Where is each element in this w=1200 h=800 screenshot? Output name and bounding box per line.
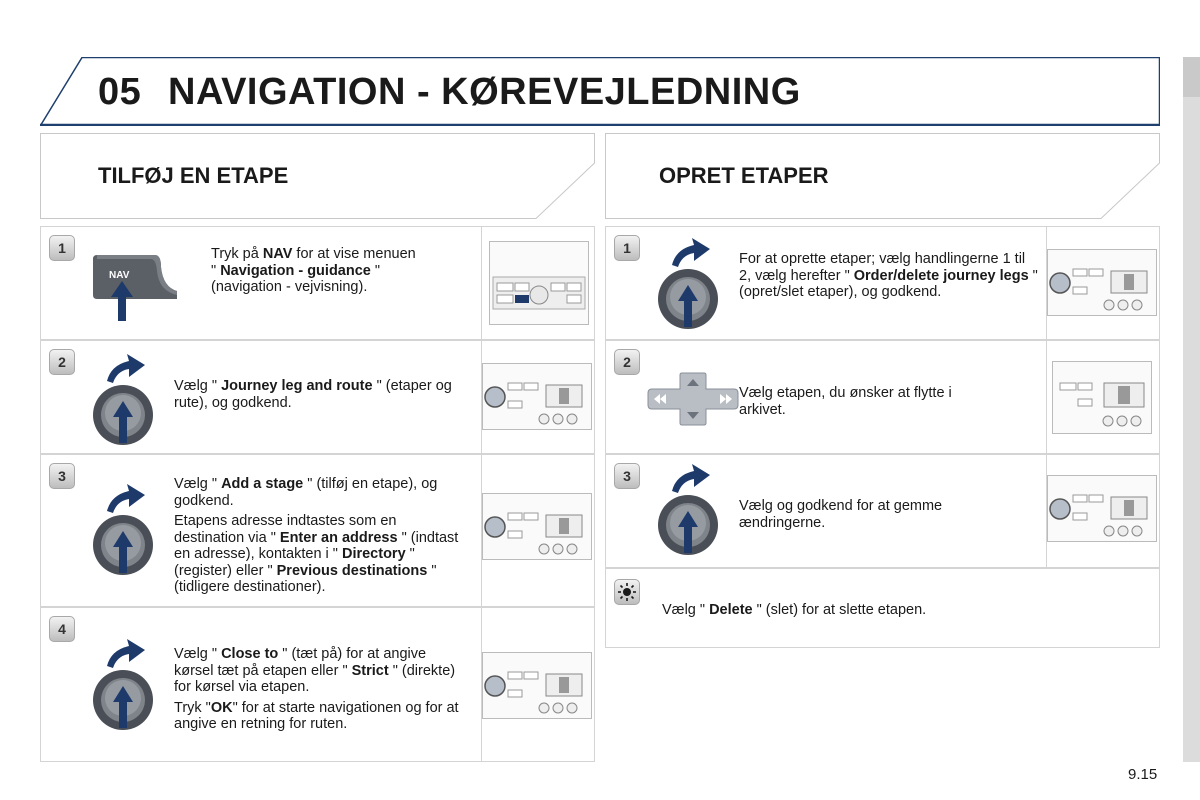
radio-panel-illustration — [482, 493, 592, 568]
step-row-2 — [40, 340, 595, 454]
step-number-badge: 4 — [49, 616, 75, 642]
directional-pad-icon — [646, 371, 740, 432]
tip-row — [605, 568, 1160, 648]
chapter-header — [40, 57, 1160, 126]
step-instruction: Vælg " Close to " (tæt på) for at angive kørsel tæt på etapen eller " Strict " (direkte) for kørsel via etapen. Tryk "OK" for at starte navigationen og for at angive en retning for ruten. — [174, 646, 459, 732]
page-edge-bar — [1183, 57, 1200, 762]
step-row-3 — [605, 454, 1160, 568]
step-number-badge: 1 — [614, 235, 640, 261]
step-row-3 — [40, 454, 595, 607]
step-number-badge: 2 — [614, 349, 640, 375]
rotary-knob-icon — [654, 461, 726, 562]
step-instruction: Vælg etapen, du ønsker at flytte i arkivet. — [739, 385, 952, 418]
radio-panel-illustration — [1052, 361, 1152, 442]
step-instruction: Vælg " Add a stage " (tilføj en etape), og godkend. Etapens adresse indtastes som en destination via " Enter an address " (indtast en adresse), kontakten i " Directory " (register) eller " Previous destinations " (tidligere destinationer). — [174, 476, 459, 595]
step-number-badge: 3 — [49, 463, 75, 489]
step-instruction: For at oprette etaper; vælg handlingerne 1 til 2, vælg herefter " Order/delete journey legs " (opret/slet etaper), og godkend. — [739, 251, 1038, 300]
tip-icon — [614, 579, 640, 605]
nav-button-icon — [91, 251, 181, 328]
rotary-knob-icon — [654, 235, 726, 336]
page-number: 9.15 — [1128, 766, 1158, 783]
radio-panel-illustration — [482, 363, 592, 438]
step-row-2 — [605, 340, 1160, 454]
step-row-1 — [605, 226, 1160, 340]
step-instruction: Vælg " Journey leg and route " (etaper og rute), og godkend. — [174, 378, 452, 411]
rotary-knob-icon — [89, 636, 161, 737]
radio-panel-illustration — [482, 652, 592, 727]
rotary-knob-icon — [89, 351, 161, 452]
radio-panel-illustration — [1047, 475, 1157, 550]
svg-text:NAV: NAV — [109, 270, 130, 281]
section-heading-add-stage — [40, 133, 595, 219]
radio-panel-illustration — [1047, 249, 1157, 324]
chapter-number: 05 — [98, 71, 142, 113]
tip-text: Vælg " Delete " (slet) for at slette etapen. — [662, 602, 927, 618]
step-number-badge: 1 — [49, 235, 75, 261]
step-instruction: Tryk på NAV for at vise menuen " Navigation - guidance " (navigation - vejvisning). — [211, 246, 416, 295]
section-heading-create-stages — [605, 133, 1160, 219]
radio-panel-illustration — [489, 241, 589, 330]
step-number-badge: 3 — [614, 463, 640, 489]
step-number-badge: 2 — [49, 349, 75, 375]
step-row-4 — [40, 607, 595, 762]
rotary-knob-icon — [89, 481, 161, 582]
section-title: TILFØJ EN ETAPE — [98, 163, 289, 188]
chapter-title: NAVIGATION - KØREVEJLEDNING — [168, 71, 801, 113]
step-instruction: Vælg og godkend for at gemme ændringerne. — [739, 498, 943, 531]
step-row-1 — [40, 226, 595, 340]
section-title: OPRET ETAPER — [659, 163, 829, 188]
